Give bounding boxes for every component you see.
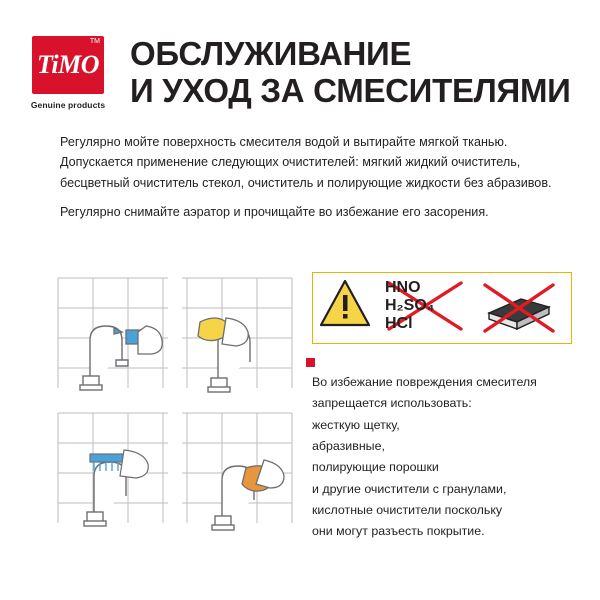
illustration-panel xyxy=(50,268,300,538)
warning-box xyxy=(312,272,572,344)
illustration-svg xyxy=(50,268,300,538)
intro-text xyxy=(60,132,580,223)
page-header xyxy=(24,34,580,110)
page-title-line-1: ОБСЛУЖИВАНИЕ xyxy=(130,35,412,72)
cleaning-cloth-icon-1 xyxy=(198,318,248,346)
prohibition-line-4: абразивные, xyxy=(312,438,385,453)
prohibition-line-1: Во избежание повреждения смесителя xyxy=(312,375,537,389)
faucet-illustration-3 xyxy=(84,462,126,526)
chemical-formula-1: HNO xyxy=(385,279,421,296)
chemical-formula-2: H₂SO₄ xyxy=(385,296,435,314)
chemical-formulas xyxy=(385,279,465,333)
warning-triangle-icon xyxy=(321,281,369,325)
prohibition-line-2: запрещается использовать: xyxy=(312,396,472,411)
chemical-formula-3: HCl xyxy=(385,314,413,332)
intro-paragraph-2: Регулярно снимайте аэратор и прочищайте во избежание его засорения. xyxy=(60,205,489,220)
logo-mark xyxy=(32,36,104,94)
page-title-line-2: И УХОД ЗА СМЕСИТЕЛЯМИ xyxy=(130,71,571,109)
cleaning-cloth-icon-2 xyxy=(242,460,284,491)
prohibition-line-3: жесткую щетку, xyxy=(312,417,400,432)
logo-wordmark: TiMO xyxy=(36,50,100,79)
trademark-symbol: TM xyxy=(89,38,100,45)
faucet-illustration-1 xyxy=(80,326,128,390)
prohibition-text xyxy=(312,372,582,543)
prohibition-line-7: кислотные очистители поскольку xyxy=(312,502,503,517)
brand-logo xyxy=(24,34,112,110)
logo-tagline: Genuine products xyxy=(30,100,106,110)
intro-paragraph-1: Регулярно мойте поверхность смесителя водой и вытирайте мягкой тканью. Допускается применение следующих очистителей: мягкий жидкий очиститель, бесцветный очиститель стекол, очиститель и полирующие жидкости без абразивов. xyxy=(60,135,552,190)
prohibition-line-6: и другие очистители с гранулами, xyxy=(312,481,507,496)
abrasive-sponge-icon xyxy=(489,299,549,329)
prohibition-line-8: они могут разъесть покрытие. xyxy=(312,524,485,539)
prohibition-line-5: полирующие порошки xyxy=(312,460,439,475)
page-title xyxy=(130,34,571,110)
red-square-bullet xyxy=(306,358,315,367)
